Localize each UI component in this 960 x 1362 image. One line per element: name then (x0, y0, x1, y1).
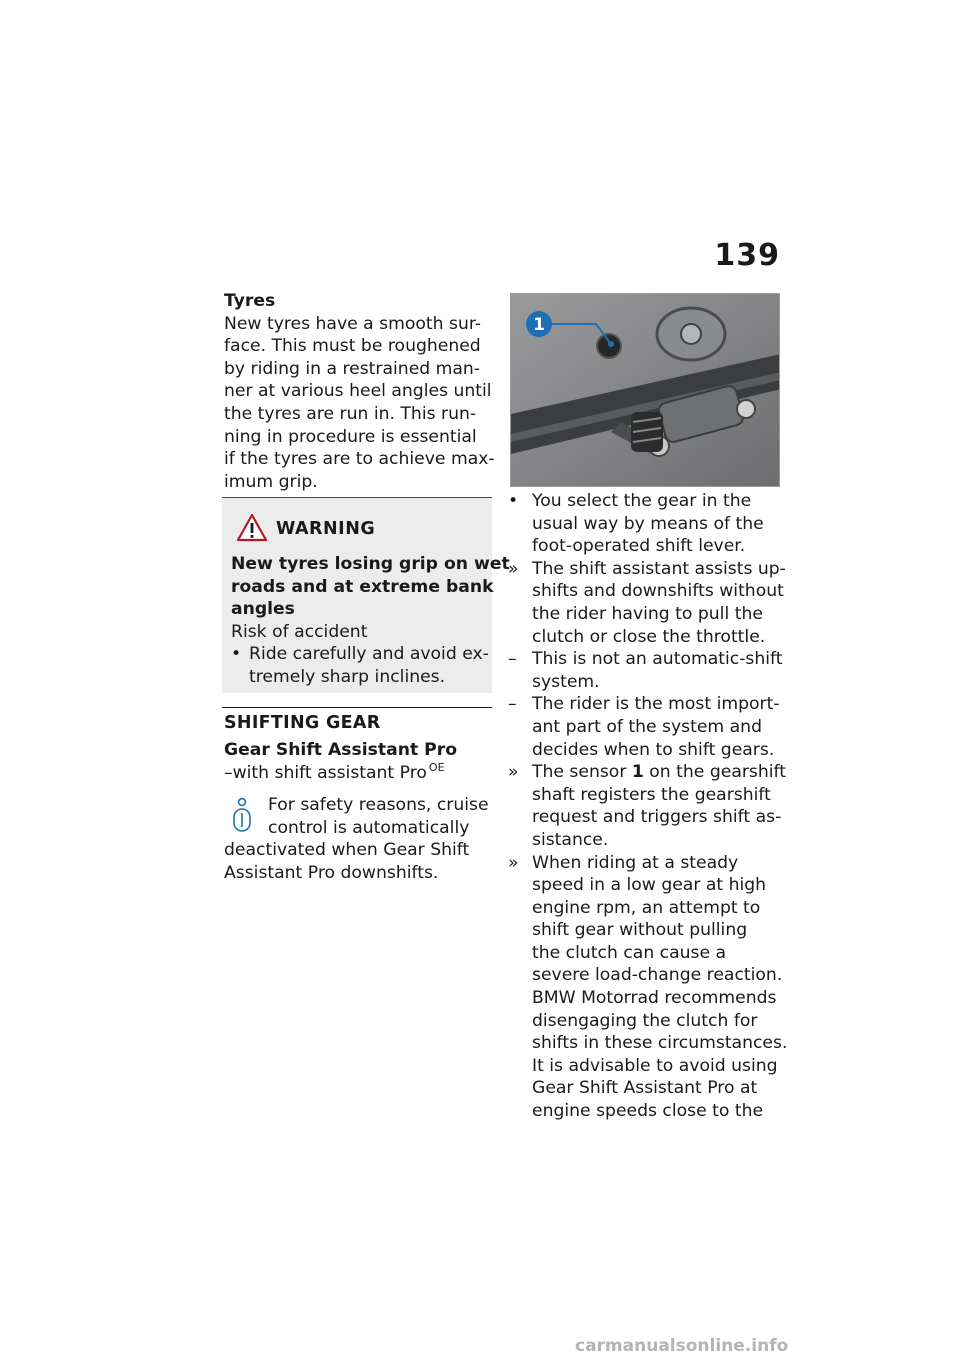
list-line: shaft registers the gearshift (532, 784, 771, 805)
tyres-line: ner at various heel angles until (224, 381, 492, 402)
list-line: severe load-change reaction. (532, 965, 783, 986)
shift-assistant-list (508, 490, 788, 1123)
list-line: sistance. (532, 829, 609, 850)
list-marker: • (508, 491, 519, 511)
list-item (508, 490, 784, 558)
warning-action-line: Ride carefully and avoid ex- (249, 644, 489, 665)
warning-action (231, 643, 493, 688)
list-item (508, 558, 784, 648)
note-line: control is automatically (268, 817, 470, 838)
list-line: usual way by means of the (532, 513, 764, 534)
list-marker: – (508, 649, 517, 670)
page-number: 139 (714, 238, 780, 273)
list-line: decides when to shift gears. (532, 739, 775, 760)
list-item (508, 648, 784, 693)
info-icon (226, 795, 256, 835)
tyres-line: imum grip. (224, 471, 318, 492)
list-line: system. (532, 671, 600, 692)
list-line: Gear Shift Assistant Pro at (532, 1078, 758, 1099)
note-indented (268, 794, 489, 839)
warning-content (231, 553, 510, 689)
note-line: Assistant Pro downshifts. (224, 862, 439, 883)
warning-title-line: New tyres losing grip on wet (231, 554, 510, 574)
list-line: It is advisable to avoid using (532, 1055, 778, 1076)
option-line (224, 762, 445, 787)
list-marker: » (508, 762, 519, 783)
warning-action-line: tremely sharp inclines. (249, 666, 446, 687)
list-item (508, 852, 788, 1123)
list-item (508, 761, 787, 851)
list-line: the rider having to pull the (532, 603, 763, 624)
list-item (508, 693, 784, 761)
list-line: shifts and downshifts without (532, 581, 784, 602)
note-full (224, 839, 469, 884)
section-subheading: Gear Shift Assistant Pro (224, 740, 458, 760)
list-line: speed in a low gear at high (532, 875, 767, 896)
list-marker: – (508, 694, 517, 715)
list-text: The sensor (532, 762, 632, 783)
note-line: deactivated when Gear Shift (224, 840, 470, 860)
tyres-line: New tyres have a smooth sur- (224, 313, 482, 334)
tyres-section (224, 290, 494, 493)
warning-title-line: roads and at extreme bank (231, 576, 494, 597)
warning-title-line: angles (231, 599, 295, 620)
section-divider (222, 707, 492, 708)
tyres-line: by riding in a restrained man- (224, 358, 481, 379)
tyres-line: ning in procedure is essential (224, 426, 477, 447)
list-line (532, 761, 787, 784)
callout-reference: 1 (631, 762, 644, 783)
list-line: foot-operated shift lever. (532, 536, 746, 557)
list-marker: » (508, 852, 519, 873)
list-marker: » (508, 558, 519, 579)
warning-risk: Risk of accident (231, 621, 368, 642)
option-text: –with shift assistant Pro (224, 763, 427, 783)
list-line: clutch or close the throttle. (532, 626, 766, 647)
list-line: engine speeds close to the (532, 1101, 764, 1122)
list-line: You select the gear in the (532, 491, 752, 511)
tyres-heading: Tyres (224, 291, 276, 311)
section-heading: SHIFTING GEAR (224, 713, 381, 733)
list-line: BMW Motorrad recommends (532, 988, 777, 1009)
option-superscript: OE (428, 761, 445, 774)
list-line: The rider is the most import- (532, 694, 780, 715)
list-line: This is not an automatic-shift (532, 649, 783, 670)
list-text: on the gearshift (643, 762, 787, 783)
tyres-line: the tyres are run in. This run- (224, 403, 477, 424)
list-line: The shift assistant assists up- (532, 558, 786, 579)
list-line: shifts in these circumstances. (532, 1033, 788, 1054)
list-line: When riding at a steady (532, 852, 739, 873)
warning-label: WARNING (276, 519, 376, 539)
callout-number: 1 (533, 315, 545, 335)
tyres-line: if the tyres are to achieve max- (224, 449, 495, 470)
tyres-line: face. This must be roughened (224, 336, 481, 357)
warning-icon (236, 513, 268, 543)
list-line: the clutch can cause a (532, 942, 727, 963)
list-line: request and triggers shift as- (532, 807, 782, 828)
gearshift-sensor-photo (510, 293, 780, 487)
list-line: disengaging the clutch for (532, 1010, 758, 1031)
note-line: For safety reasons, cruise (268, 795, 489, 815)
list-line: ant part of the system and (532, 716, 762, 737)
footer-watermark[interactable]: carmanualsonline.info (575, 1336, 789, 1356)
bullet-marker: • (231, 644, 242, 665)
list-line: shift gear without pulling (532, 920, 748, 941)
list-line: engine rpm, an attempt to (532, 897, 761, 918)
